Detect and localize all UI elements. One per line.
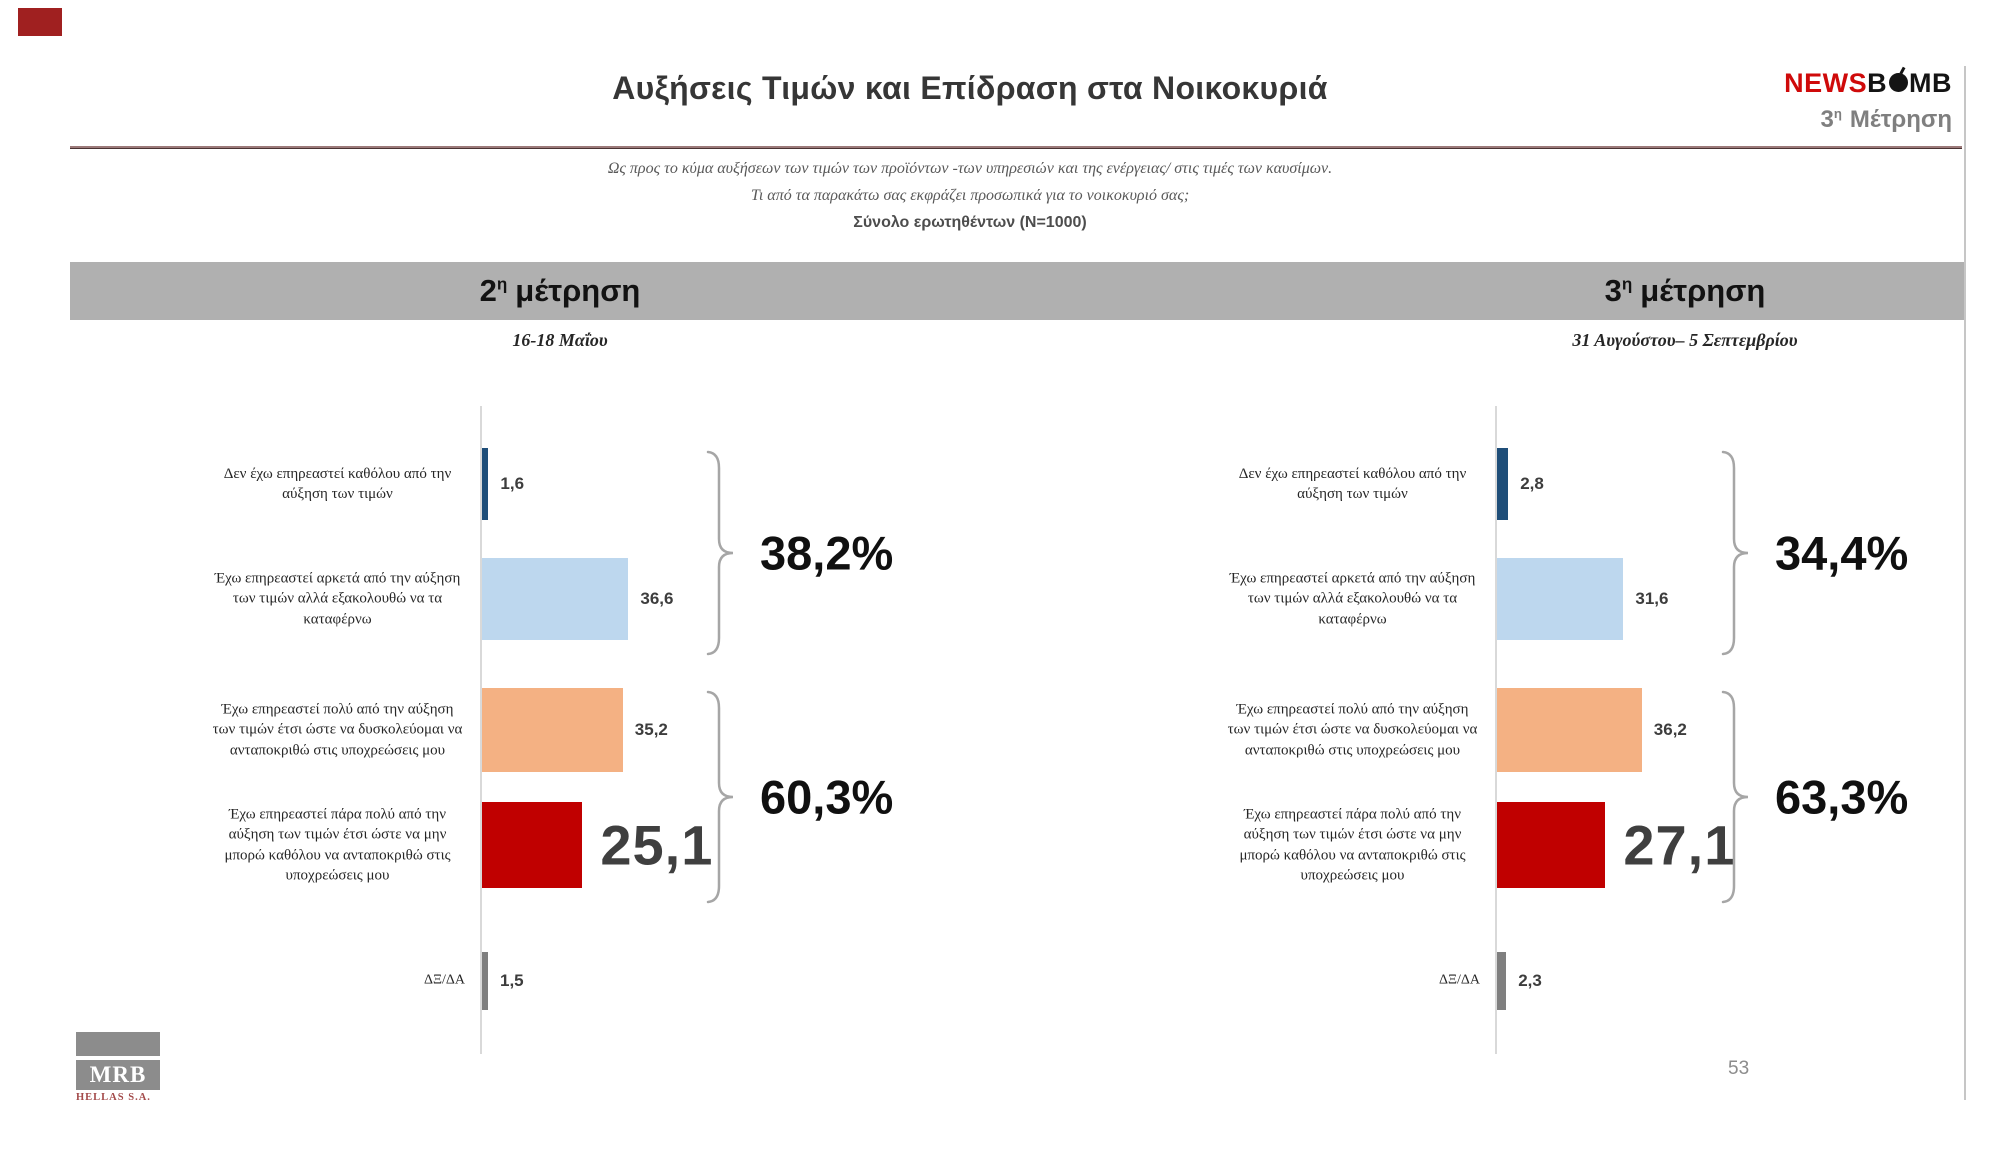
bar: [482, 802, 582, 888]
bar-chart-measurement-2: [115, 400, 1075, 1070]
bar-value: 1,5: [500, 971, 524, 990]
category-label: Έχω επηρεαστεί πάρα πολύ από την αύξηση των τιμών έτσι ώστε να μην μπορώ καθόλου να ανταποκριθώ στις υποχρεώσεις μου: [224, 806, 451, 884]
mrb-logo-text: MRB: [76, 1060, 160, 1090]
panel-header-sup: η: [1621, 274, 1633, 294]
bar: [482, 558, 628, 640]
group-percent: 38,2%: [760, 526, 894, 580]
bar: [1497, 952, 1506, 1010]
group-percent: 60,3%: [760, 770, 894, 824]
bar-chart-measurement-3: [1130, 400, 2000, 1070]
category-label: Έχω επηρεαστεί πολύ από την αύξηση των τιμών έτσι ώστε να δυσκολεύομαι να ανταποκριθώ στις υποχρεώσεις μου: [1227, 701, 1478, 759]
category-label: Δεν έχω επηρεαστεί καθόλου από την αύξηση των τιμών: [1238, 465, 1467, 502]
comparison-band: [70, 262, 1965, 320]
date-range-measurement-2: 16-18 Μαΐου: [512, 330, 608, 350]
logo-bomb-b: B: [1867, 68, 1888, 98]
bar: [1497, 558, 1623, 640]
bar-value: 31,6: [1635, 589, 1669, 608]
measurement-rest: Μέτρηση: [1849, 106, 1952, 133]
panel-header-num: 3: [1604, 273, 1622, 308]
panel-header-rest: μέτρηση: [515, 273, 641, 308]
group-brace: [700, 450, 736, 661]
category-label: ΔΞ/ΔΑ: [423, 972, 465, 988]
group-brace: [1715, 690, 1751, 909]
category-label: Έχω επηρεαστεί αρκετά από την αύξηση των τιμών αλλά εξακολουθώ να τα καταφέρνω: [214, 570, 461, 628]
measurement-sup: η: [1833, 106, 1842, 121]
bar-value: 36,2: [1653, 720, 1687, 739]
bar-value: 25,1: [600, 813, 714, 877]
bar-value: 35,2: [634, 720, 668, 739]
bar: [1497, 802, 1605, 888]
category-label: Δεν έχω επηρεαστεί καθόλου από την αύξηση των τιμών: [223, 465, 452, 502]
mrb-logo: [76, 1032, 160, 1103]
date-range-measurement-3: 31 Αυγούστου– 5 Σεπτεμβρίου: [1572, 330, 1798, 350]
frame-right-border: [1964, 66, 1966, 1100]
mrb-logo-subtext: HELLAS S.A.: [76, 1092, 151, 1103]
measurement-tag: [1820, 106, 1952, 134]
bar-value: 2,3: [1518, 971, 1542, 990]
group-percent: 63,3%: [1775, 770, 1909, 824]
logo-news-text: NEWS: [1784, 68, 1868, 98]
bar: [1497, 688, 1642, 772]
page-title: Αυξήσεις Τιμών και Επίδραση στα Νοικοκυριά: [612, 70, 1328, 106]
bar: [482, 448, 488, 520]
subtitle-line-2: Τι από τα παρακάτω σας εκφράζει προσωπικά για το νοικοκυριό σας;: [750, 187, 1190, 204]
panel-header-num: 2: [479, 273, 497, 308]
title-divider: [70, 146, 1962, 149]
category-label: Έχω επηρεαστεί αρκετά από την αύξηση των τιμών αλλά εξακολουθώ να τα καταφέρνω: [1229, 570, 1476, 628]
panel-header-rest: μέτρηση: [1640, 273, 1766, 308]
corner-accent: [18, 8, 62, 36]
group-brace: [1715, 450, 1751, 661]
bar: [482, 688, 623, 772]
group-brace: [700, 690, 736, 909]
panel-header-measurement-2: [320, 273, 800, 309]
category-label: Έχω επηρεαστεί πάρα πολύ από την αύξηση των τιμών έτσι ώστε να μην μπορώ καθόλου να ανταποκριθώ στις υποχρεώσεις μου: [1239, 806, 1466, 884]
bar: [1497, 448, 1508, 520]
group-percent: 34,4%: [1775, 526, 1909, 580]
newsbomb-logo: [1784, 68, 1952, 99]
bar: [482, 952, 488, 1010]
page-number: 53: [1728, 1058, 1750, 1079]
panel-header-sup: η: [496, 274, 508, 294]
bar-value: 2,8: [1520, 474, 1544, 493]
category-label: Έχω επηρεαστεί πολύ από την αύξηση των τιμών έτσι ώστε να δυσκολεύομαι να ανταποκριθώ στις υποχρεώσεις μου: [212, 701, 463, 759]
bomb-icon: [1889, 73, 1908, 92]
bar-value: 36,6: [640, 589, 674, 608]
subtitle-line-1: Ως προς το κύμα αυξήσεων των τιμών των προϊόντων -των υπηρεσιών και της ενέργειας/ στις τιμές των καυσίμων.: [607, 160, 1333, 177]
bar-value: 27,1: [1623, 813, 1737, 877]
bar-value: 1,6: [500, 474, 525, 493]
category-label: ΔΞ/ΔΑ: [1438, 972, 1480, 988]
measurement-num: 3: [1820, 106, 1834, 133]
sample-size-label: Σύνολο ερωτηθέντων (Ν=1000): [853, 214, 1087, 231]
mrb-logo-block: [76, 1032, 160, 1056]
logo-bomb-mb: MB: [1909, 68, 1952, 98]
panel-header-measurement-3: [1445, 273, 1925, 309]
